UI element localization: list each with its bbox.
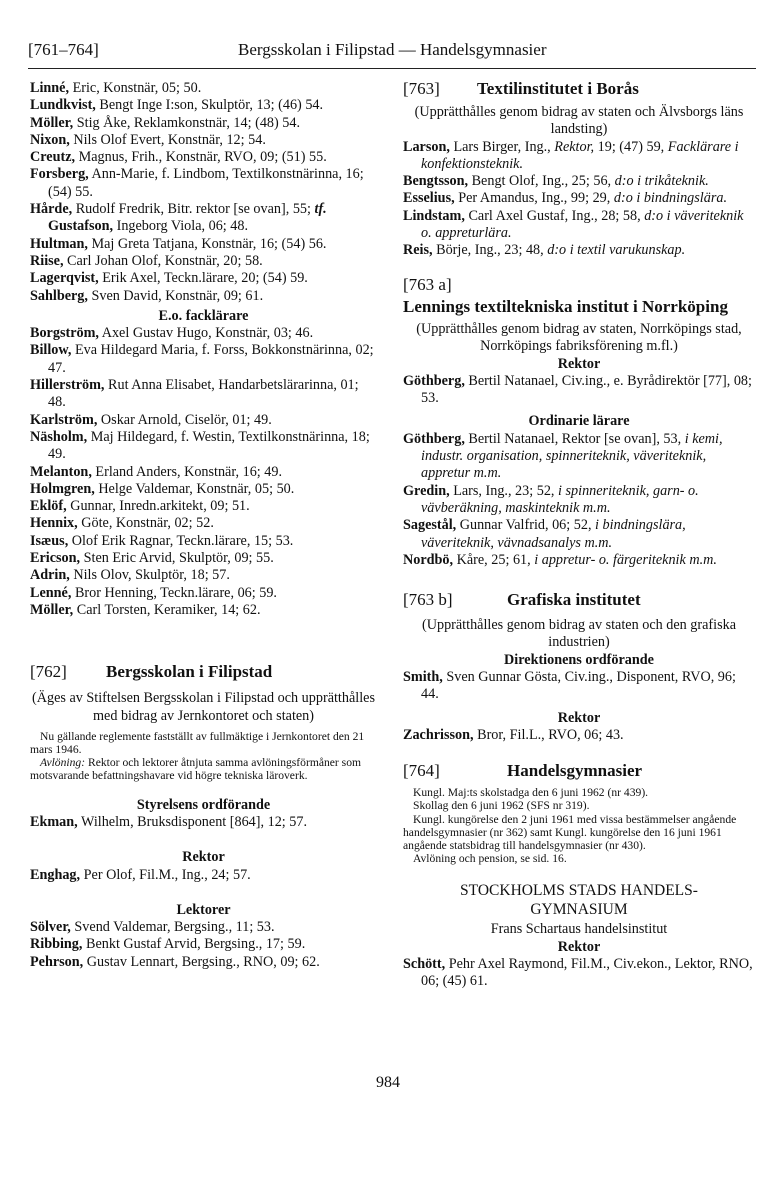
section-763b-intro: (Upprätthålles genom bidrag av staten och den grafiska industrien) (422, 617, 736, 651)
section-763a-title: Lennings textiltekniska institut i Norrköping (403, 296, 728, 316)
directory-entry: Creutz, Magnus, Frih., Konstnär, RVO, 09; (51) 55. (30, 149, 327, 166)
directory-entry: Linné, Eric, Konstnär, 05; 50. (30, 80, 202, 96)
section-763-intro: (Upprätthålles genom bidrag av staten och Älvsborgs läns landsting) (414, 104, 744, 138)
section-762-heading: [762] Bergsskolan i Filipstad (30, 662, 273, 682)
entry-smith: Smith, Sven Gunnar Gösta, Civ.ing., Disponent, RVO, 96; 44. (403, 669, 736, 703)
header-rule (28, 68, 756, 69)
rektor-heading: Rektor (182, 849, 225, 866)
lektorer-heading: Lektorer (176, 901, 231, 918)
directory-entry: Isæus, Olof Erik Ragnar, Teckn.lärare, 15; 53. (30, 532, 294, 549)
entry-ekman: Ekman, Wilhelm, Bruksdisponent [864], 12; 57. (30, 813, 308, 830)
legal-note: Skollag den 6 juni 1962 (SFS nr 319). (413, 799, 590, 813)
entry-list-artists-2 (30, 236, 377, 305)
directory-entry: Möller, Stig Åke, Reklamkonstnär, 14; (48) 54. (30, 114, 301, 131)
directory-entry: Esselius, Per Amandus, Ing., 99; 29, d:o i bindningslära. (403, 190, 727, 207)
styrelse-heading: Styrelsens ordförande (136, 796, 271, 813)
directory-entry: Forsberg, Ann-Marie, f. Lindbom, Textilkonstnärinna, 16; (54) 55. (30, 166, 364, 200)
entry-list-eo (30, 325, 377, 619)
section-range: [761–764] (28, 40, 99, 59)
directory-entry: Göthberg, Bertil Natanael, Rektor [se ovan], 53, i kemi, industr. organisation, spinneriteknik, väveriteknik, appretur m.m. (403, 430, 723, 482)
directory-entry: Näsholm, Maj Hildegard, f. Westin, Textilkonstnärinna, 18; 49. (30, 428, 370, 463)
directory-entry: Lagerqvist, Erik Axel, Teckn.lärare, 20; (54) 59. (30, 270, 308, 287)
page-number: 984 (376, 1074, 400, 1091)
directory-entry: Holmgren, Helge Valdemar, Konstnär, 05; 50. (30, 480, 295, 497)
header-title: Bergsskolan i Filipstad — Handelsgymnasier (238, 40, 547, 59)
directory-entry: Lenné, Bror Henning, Teckn.lärare, 06; 59. (30, 584, 277, 601)
rektor-heading-763b: Rektor (557, 709, 601, 726)
directory-entry: Riise, Carl Johan Olof, Konstnär, 20; 58. (30, 252, 263, 269)
entry-harde: Hårde, Rudolf Fredrik, Bitr. rektor [se ovan], 55; tf. Gustafson, Ingeborg Viola, 06; 48. (30, 201, 327, 235)
directory-entry: Gredin, Lars, Ing., 23; 52, i spinneriteknik, garn- o. vävberäkning, maskinteknik m.m. (403, 482, 699, 516)
school-name-line1: STOCKHOLMS STADS HANDELS- (460, 882, 698, 900)
directory-entry: Karlström, Oskar Arnold, Ciselör, 01; 49. (30, 411, 272, 428)
directory-entry: Sölver, Svend Valdemar, Bergsing., 11; 53. (30, 919, 275, 936)
directory-entry: Sagestål, Gunnar Valfrid, 06; 52, i bindningslära, väveriteknik, vävnadsanalys m.m. (403, 517, 686, 551)
legal-note: Avlöning och pension, se sid. 16. (413, 852, 567, 866)
section-762-intro: (Äges av Stiftelsen Bergsskolan i Filipstad och upprätthålles med bidrag av Jernkontoret och staten) (32, 690, 375, 724)
directory-entry: Reis, Börje, Ing., 23; 48, d:o i textil varukunskap. (403, 242, 686, 259)
directory-entry: Möller, Carl Torsten, Keramiker, 14; 62. (30, 601, 261, 618)
directory-entry: Lundkvist, Bengt Inge I:son, Skulptör, 13; (46) 54. (30, 97, 324, 114)
direktion-heading: Direktionens ordförande (504, 651, 654, 668)
rektor-heading-763a: Rektor (557, 355, 601, 372)
directory-entry: Hennix, Göte, Konstnär, 02; 52. (30, 515, 214, 532)
directory-entry: Pehrson, Gustav Lennart, Bergsing., RNO, 09; 62. (30, 953, 320, 970)
entry-zachrisson: Zachrisson, Bror, Fil.L., RVO, 06; 43. (403, 726, 624, 743)
directory-entry: Bengtsson, Bengt Olof, Ing., 25; 56, d:o i trikåteknik. (403, 173, 709, 190)
rektor-heading-764: Rektor (557, 938, 601, 955)
section-763a-num: [763 a] (403, 274, 452, 294)
directory-entry: Melanton, Erland Anders, Konstnär, 16; 49. (30, 463, 283, 480)
entry-gothberg: Göthberg, Bertil Natanael, Civ.ing., e. Byrådirektör [77], 08; 53. (403, 372, 752, 407)
school-name-line2: GYMNASIUM (530, 901, 628, 919)
entry-schott: Schött, Pehr Axel Raymond, Fil.M., Civ.ekon., Lektor, RNO, 06; (45) 61. (403, 956, 753, 990)
right-column (403, 80, 755, 991)
page-header (28, 40, 758, 62)
entry-enghag: Enghag, Per Olof, Fil.M., Ing., 24; 57. (30, 866, 251, 883)
directory-entry: Sahlberg, Sven David, Konstnär, 09; 61. (30, 287, 264, 304)
entry-list-textil (403, 139, 755, 260)
entry-list-lektorer (30, 919, 377, 971)
section-762-notes: Nu gällande reglemente fastställt av fullmäktige i Jernkontoret den 21 mars 1946. Avlöning: Rektor och lektorer åtnjuta samma avlöningsförmåner som motsvarande befattningshavare vid högre tekniska läroverk. (30, 729, 365, 783)
section-764-notes (403, 786, 755, 865)
legal-note: Kungl. kungörelse den 2 juni 1961 med vissa bestämmelser angående handelsgymnasier (nr 362) samt Kungl. kungörelse den 16 juni 1961 angående statsbidrag till handelsgymnasier (nr 430). (403, 812, 737, 853)
left-column (30, 80, 377, 971)
directory-entry: Ribbing, Benkt Gustaf Arvid, Bergsing., 17; 59. (30, 936, 306, 953)
directory-entry: Adrin, Nils Olov, Skulptör, 18; 57. (30, 567, 230, 584)
section-763a-intro: (Upprätthålles genom bidrag av staten, Norrköpings stad, Norrköpings fabriksförening m.fl.) (416, 320, 742, 355)
ordinarie-heading: Ordinarie lärare (528, 413, 630, 430)
directory-entry: Hultman, Maj Greta Tatjana, Konstnär, 16; (54) 56. (30, 235, 327, 252)
institute-name: Frans Schartaus handelsinstitut (490, 921, 668, 938)
directory-entry: Borgström, Axel Gustav Hugo, Konstnär, 03; 46. (30, 325, 314, 342)
directory-entry: Lindstam, Carl Axel Gustaf, Ing., 28; 58, d:o i väveriteknik o. appreturlära. (403, 207, 744, 242)
section-763b-heading: [763 b] Grafiska institutet (403, 590, 641, 610)
directory-entry: Eklöf, Gunnar, Inredn.arkitekt, 09; 51. (30, 498, 250, 515)
entry-list-ordinarie (403, 431, 755, 569)
directory-entry: Hillerström, Rut Anna Elisabet, Handarbetslärarinna, 01; 48. (30, 377, 359, 411)
entry-list-artists (30, 80, 377, 201)
legal-note: Kungl. Maj:ts skolstadga den 6 juni 1962 (nr 439). (413, 786, 649, 800)
eo-heading: E.o. facklärare (158, 307, 249, 324)
directory-entry: Nordbö, Kåre, 25; 61, i appretur- o. färgeriteknik m.m. (403, 551, 717, 568)
directory-entry: Larson, Lars Birger, Ing., Rektor, 19; (47) 59, Facklärare i konfektionsteknik. (403, 138, 739, 172)
directory-entry: Ericson, Sten Eric Arvid, Skulptör, 09; 55. (30, 550, 274, 567)
section-763-heading: [763] Textilinstitutet i Borås (403, 79, 639, 98)
directory-entry: Nixon, Nils Olof Evert, Konstnär, 12; 54. (30, 131, 266, 148)
directory-entry: Billow, Eva Hildegard Maria, f. Forss, Bokkonstnärinna, 02; 47. (30, 342, 374, 376)
section-764-heading: [764] Handelsgymnasier (403, 761, 643, 781)
